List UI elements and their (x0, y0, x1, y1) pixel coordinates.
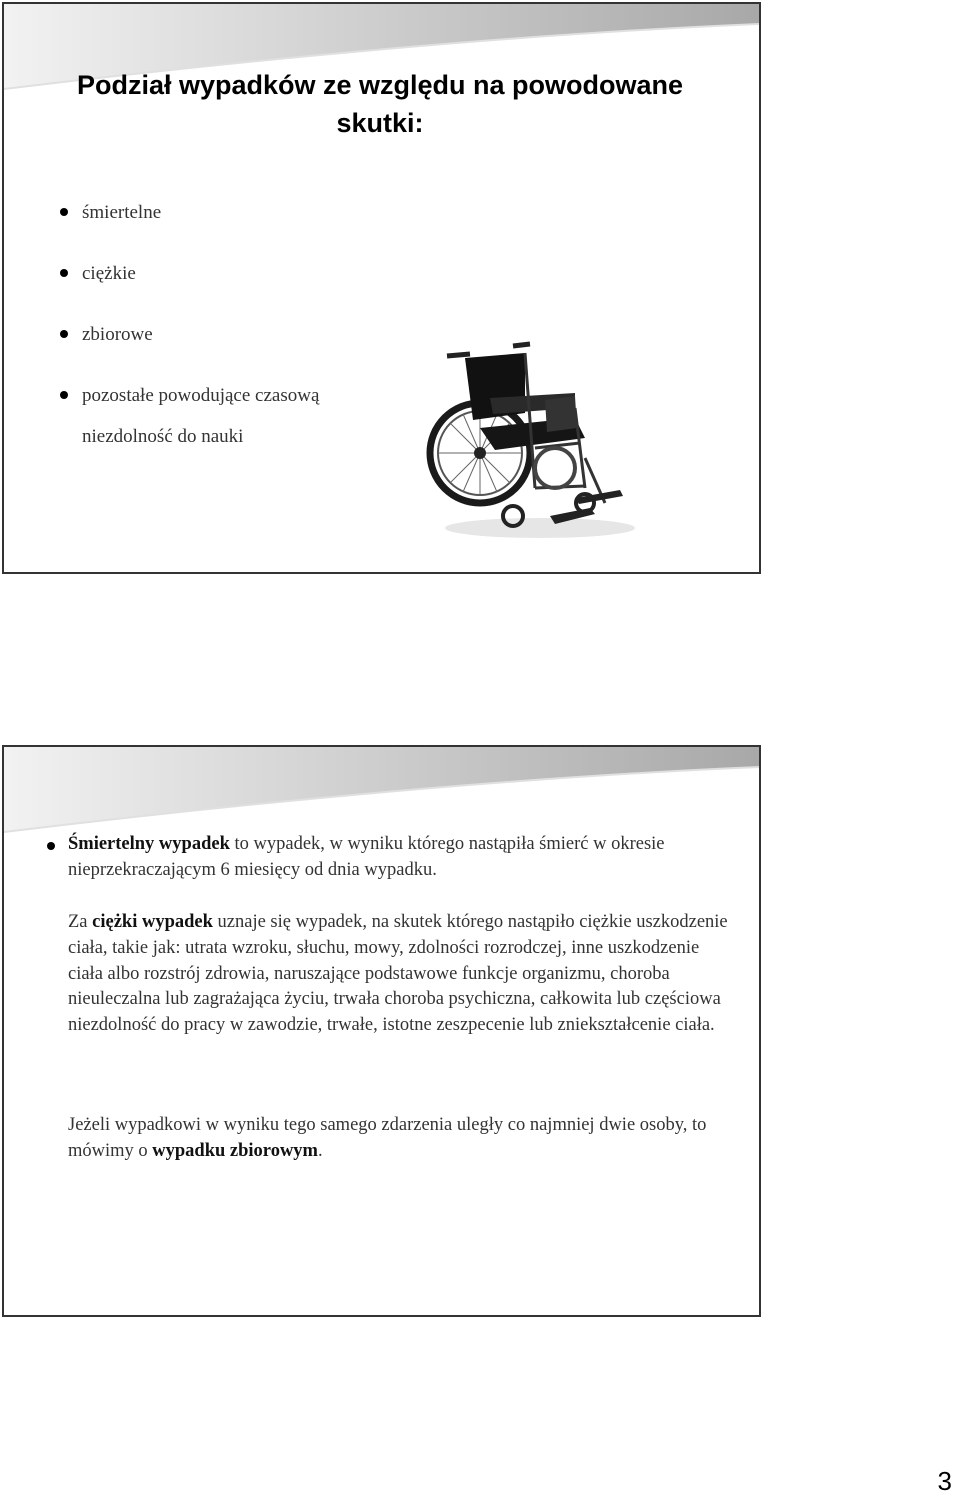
wheelchair-image (425, 338, 640, 543)
list-item-label: śmiertelne (82, 202, 162, 223)
definition-serious-accident (68, 910, 728, 1039)
definition-text: to wypadek, w wyniku którego nastąpiła śmierć w okresie nieprzekraczającym 6 miesięcy od dnia wypadku. (68, 834, 665, 880)
term-serious-accident: ciężki wypadek (92, 912, 213, 932)
definition-collective-accident (68, 1113, 728, 1165)
definition-text: uznaje się wypadek, na skutek którego nastąpiło ciężkie uszkodzenie ciała, takie jak: utrata wzroku, słuchu, mowy, zdolności rozrodczej, inne uszkodzenie ciała albo rozstrój zdrowia, naruszające podstawowe funkcje organizmu, choroba nieuleczalna lub zagrażająca życiu, trwała choroba psychiczna, całkowita lub częściowa niezdolność do pracy w zawodzie, trwałe, istotne zeszpecenie lub zniekształcenie ciała. (68, 912, 728, 1036)
list-item-label: ciężkie (82, 263, 136, 284)
definition-fatal-accident (68, 832, 728, 884)
definition-text: Jeżeli wypadkowi w wyniku tego samego zdarzenia uległy co najmniej dwie osoby, to mówimy o (68, 1115, 707, 1161)
bullet-dot (60, 391, 68, 399)
list-item (58, 253, 382, 294)
list-item-label: pozostałe powodujące czasową niezdolność do nauki (82, 385, 320, 447)
slide-header-swoosh (4, 747, 759, 837)
bullet-dot (60, 269, 68, 277)
list-item-label: zbiorowe (82, 324, 153, 345)
bullet-dot (60, 330, 68, 338)
accident-type-list (58, 192, 382, 477)
bullet-dot (60, 208, 68, 216)
list-item (58, 375, 382, 457)
list-item (58, 192, 382, 233)
bullet-dot (47, 842, 55, 850)
term-fatal-accident: Śmiertelny wypadek (68, 834, 230, 854)
slide-title: Podział wypadków ze względu na powodowane skutki: (76, 70, 684, 138)
term-collective-accident: wypadku zbiorowym (152, 1140, 318, 1161)
definition-prefix: Za (68, 912, 93, 932)
list-item (58, 314, 382, 355)
page-number: 3 (937, 1466, 952, 1496)
definition-end: . (317, 1140, 323, 1161)
